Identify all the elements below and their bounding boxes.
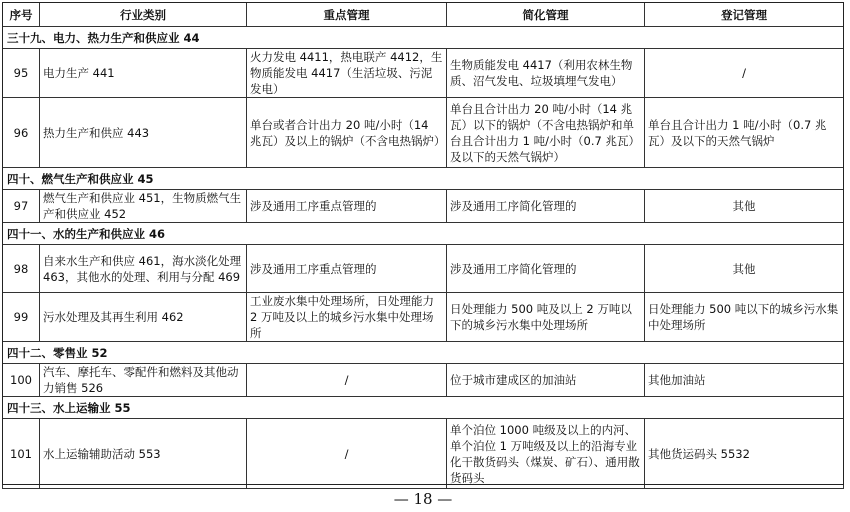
table-row: [3, 364, 844, 397]
table-row: [3, 245, 844, 293]
row-number-cell: 99: [3, 293, 40, 342]
industry-category-cell: 热力生产和供应 443: [40, 98, 247, 168]
row-number-cell: 95: [3, 49, 40, 98]
simplified-management-cell: 单个泊位 1000 吨级及以上的内河、单个泊位 1 万吨级及以上的沿海专业化干散货码头（煤炭、矿石）、通用散货码头: [447, 419, 645, 489]
section-row: [3, 342, 844, 364]
registration-management-cell: 其他: [645, 190, 844, 223]
row-number-cell: 101: [3, 419, 40, 489]
key-management-cell: /: [247, 419, 447, 489]
industry-category-cell: 自来水生产和供应 461，海水淡化处理 463，其他水的处理、利用与分配 469: [40, 245, 247, 293]
row-number-cell: 96: [3, 98, 40, 168]
table-row: [3, 49, 844, 98]
key-management-cell: /: [247, 364, 447, 397]
section-row: [3, 168, 844, 190]
section-row: [3, 223, 844, 245]
registration-management-cell: /: [645, 49, 844, 98]
industry-category-cell: 水上运输辅助活动 553: [40, 419, 247, 489]
industry-category-cell: 电力生产 441: [40, 49, 247, 98]
header-category: 行业类别: [40, 3, 247, 27]
header-simplified-management: 简化管理: [447, 3, 645, 27]
table-row: [3, 98, 844, 168]
header-key-management: 重点管理: [247, 3, 447, 27]
section-row: [3, 397, 844, 419]
section-title: 四十一、水的生产和供应业 46: [3, 223, 844, 245]
key-management-cell: 涉及通用工序重点管理的: [247, 245, 447, 293]
industry-category-cell: 汽车、摩托车、零配件和燃料及其他动力销售 526: [40, 364, 247, 397]
row-number-cell: 100: [3, 364, 40, 397]
simplified-management-cell: 单台且合计出力 20 吨/小时（14 兆瓦）以下的锅炉（不含电热锅炉和单台且合计出力 1 吨/小时（0.7 兆瓦）及以下的天然气锅炉）: [447, 98, 645, 168]
page-number: — 18 —: [393, 490, 453, 508]
section-title: 四十、燃气生产和供应业 45: [3, 168, 844, 190]
industry-category-cell: 燃气生产和供应业 451，生物质燃气生产和供应业 452: [40, 190, 247, 223]
industry-category-cell: 污水处理及其再生利用 462: [40, 293, 247, 342]
table-row: [3, 419, 844, 489]
registration-management-cell: 其他货运码头 5532: [645, 419, 844, 489]
key-management-cell: 工业废水集中处理场所，日处理能力 2 万吨及以上的城乡污水集中处理场所: [247, 293, 447, 342]
simplified-management-cell: 日处理能力 500 吨及以上 2 万吨以下的城乡污水集中处理场所: [447, 293, 645, 342]
header-row: [3, 3, 844, 27]
key-management-cell: 涉及通用工序重点管理的: [247, 190, 447, 223]
registration-management-cell: 日处理能力 500 吨以下的城乡污水集中处理场所: [645, 293, 844, 342]
key-management-cell: 单台或者合计出力 20 吨/小时（14 兆瓦）及以上的锅炉（不含电热锅炉）: [247, 98, 447, 168]
registration-management-cell: 单台且合计出力 1 吨/小时（0.7 兆瓦）及以下的天然气锅炉: [645, 98, 844, 168]
header-registration-management: 登记管理: [645, 3, 844, 27]
table-row: [3, 190, 844, 223]
section-title: 四十二、零售业 52: [3, 342, 844, 364]
table-row: [3, 293, 844, 342]
simplified-management-cell: 涉及通用工序简化管理的: [447, 245, 645, 293]
simplified-management-cell: 涉及通用工序简化管理的: [447, 190, 645, 223]
row-number-cell: 97: [3, 190, 40, 223]
row-number-cell: 98: [3, 245, 40, 293]
section-title: 三十九、电力、热力生产和供应业 44: [3, 27, 844, 49]
simplified-management-cell: 生物质能发电 4417（利用农林生物质、沼气发电、垃圾填埋气发电）: [447, 49, 645, 98]
permit-table: [2, 2, 844, 489]
header-no: 序号: [3, 3, 40, 27]
registration-management-cell: 其他: [645, 245, 844, 293]
section-row: [3, 27, 844, 49]
registration-management-cell: 其他加油站: [645, 364, 844, 397]
simplified-management-cell: 位于城市建成区的加油站: [447, 364, 645, 397]
section-title: 四十三、水上运输业 55: [3, 397, 844, 419]
key-management-cell: 火力发电 4411，热电联产 4412，生物质能发电 4417（生活垃圾、污泥发电）: [247, 49, 447, 98]
